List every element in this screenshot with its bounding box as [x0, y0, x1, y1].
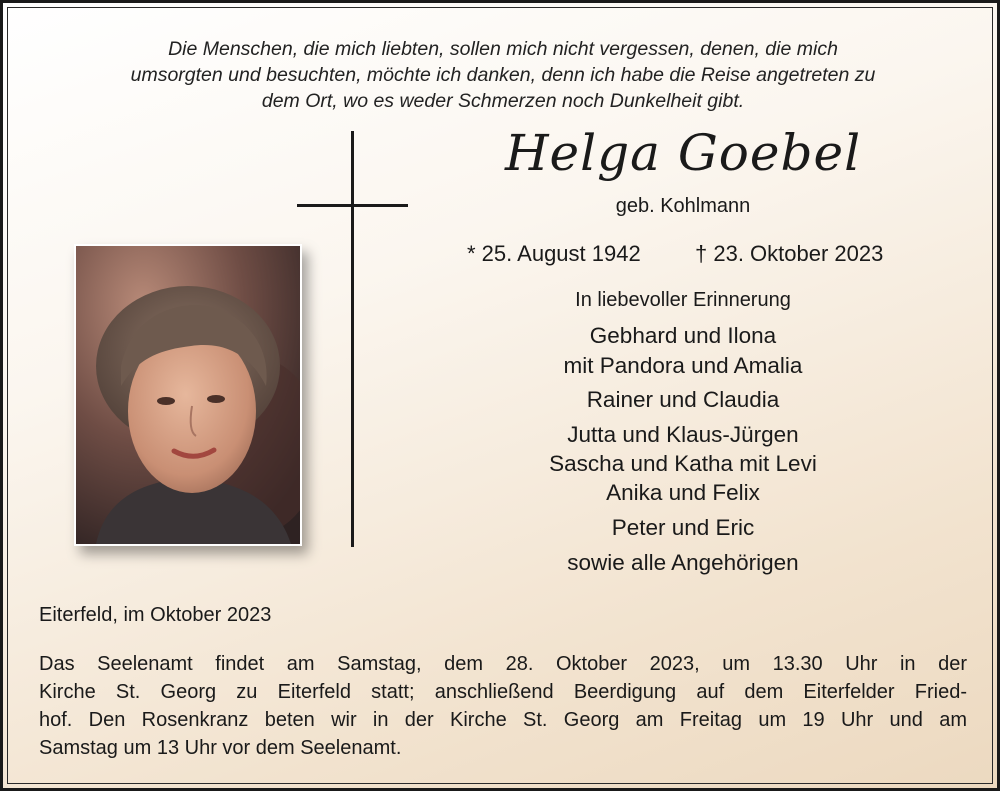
death-date: † 23. Oktober 2023	[695, 241, 884, 266]
mourner-line: Anika und Felix	[606, 480, 760, 505]
mourner-line: Peter und Eric	[611, 515, 755, 540]
mourner-line: Gebhard und Ilona	[589, 323, 777, 348]
announcement-line: hof. Den Rosenkranz beten wir in der Kirche St. Georg am Freitag um 19 Uhr und am	[39, 709, 967, 731]
mourners-intro: In liebevoller Erinnerung	[575, 289, 791, 311]
announcement-line: Das Seelenamt findet am Samstag, dem 28. Oktober 2023, um 13.30 Uhr in der	[39, 653, 967, 675]
funeral-announcement	[39, 650, 967, 762]
portrait-illustration	[76, 246, 300, 544]
poem-line: Die Menschen, die mich liebten, sollen mich nicht vergessen, denen, die mich	[168, 38, 838, 60]
deceased-name: Helga Goebel	[504, 124, 862, 182]
cross-icon-vertical	[351, 131, 354, 547]
poem-line: dem Ort, wo es weder Schmerzen noch Dunkelheit gibt.	[261, 90, 745, 112]
memorial-poem	[33, 36, 973, 114]
birth-date: * 25. August 1942	[467, 241, 641, 266]
mourner-line: Jutta und Klaus-Jürgen	[567, 422, 799, 447]
place-and-date: Eiterfeld, im Oktober 2023	[39, 604, 272, 626]
portrait-photo	[74, 244, 302, 546]
poem-line: umsorgten und besuchten, möchte ich danken, denn ich habe die Reise angetreten zu	[130, 64, 876, 86]
mourner-line: Sascha und Katha mit Levi	[549, 451, 817, 476]
cross-icon-horizontal	[297, 204, 408, 207]
mourner-line: mit Pandora und Amalia	[563, 353, 803, 378]
birth-name: geb. Kohlmann	[615, 195, 751, 217]
announcement-line: Samstag um 13 Uhr vor dem Seelenamt.	[39, 737, 402, 759]
mourner-line: sowie alle Angehörigen	[567, 550, 799, 575]
announcement-line: Kirche St. Georg zu Eiterfeld statt; anschließend Beerdigung auf dem Eiterfelder Fried-	[39, 681, 967, 703]
mourner-line: Rainer und Claudia	[586, 387, 780, 412]
